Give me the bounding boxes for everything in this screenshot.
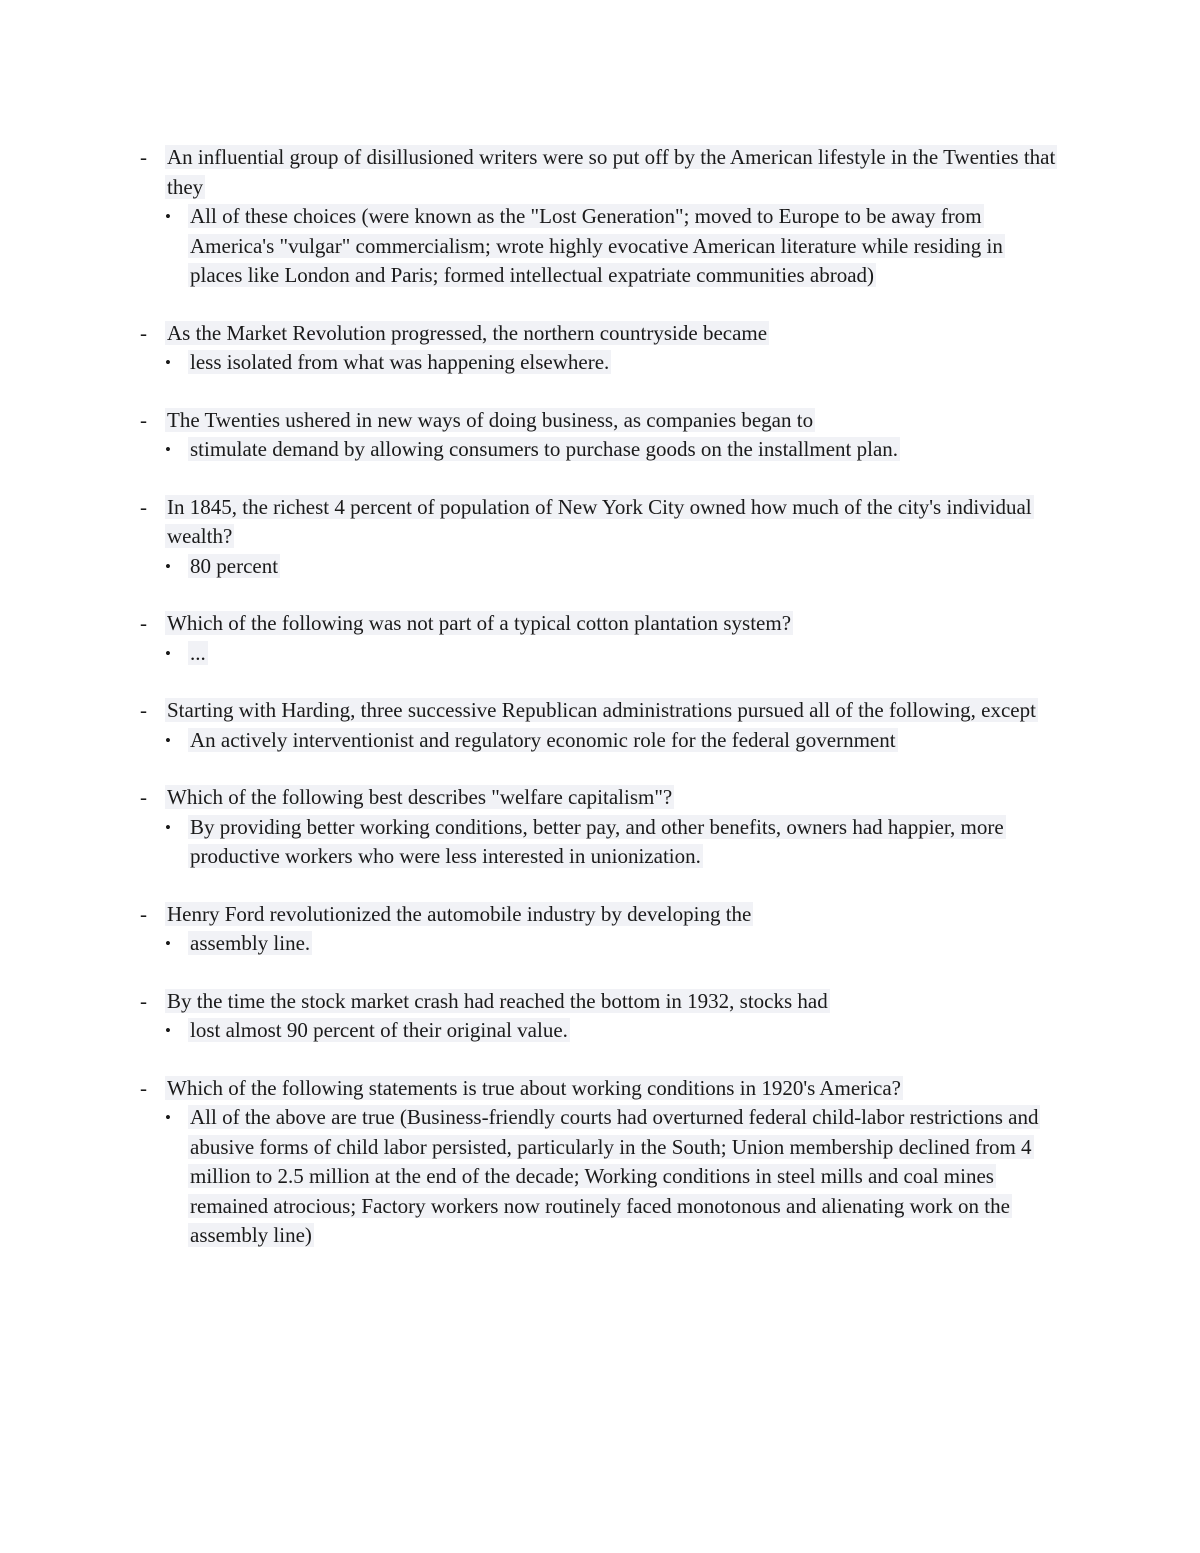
bullet-marker: • (165, 556, 171, 576)
bullet-marker: • (165, 934, 171, 953)
question-text (165, 143, 1060, 202)
answer-label: stimulate demand by allowing consumers to purchase goods on the installment plan. (190, 437, 899, 461)
question-label: Henry Ford revolutionized the automobile industry by developing the (167, 901, 752, 926)
answer-label: All of these choices (were known as the "Lost Generation"; moved to Europe to be away from America's "vulgar" commercialism; wrote highly evocative American literature while residing in places like London and Paris; formed intellectual expatriate communities abroad) (190, 204, 1003, 287)
question-label: Which of the following statements is true about working conditions in 1920's America? (167, 1075, 901, 1100)
question-label: The Twenties ushered in new ways of doing business, as companies began to (167, 407, 814, 432)
question-item (140, 406, 1060, 465)
question-label: Which of the following best describes "welfare capitalism"? (167, 785, 673, 809)
answer-label: ... (190, 640, 206, 665)
question-list (140, 143, 1060, 1279)
dash-marker: - (140, 320, 147, 345)
answer-text (165, 348, 1060, 378)
answer-label: All of the above are true (Business-friendly courts had overturned federal child-labor restrictions and abusive forms of child labor persisted, particularly in the South; Union membership declined from 4 million to 2.5 million at the end of the decade; Working conditions in steel mills and coal mines remained atrocious; Factory workers now routinely faced monotonous and alienating work on the assembly line) (190, 1105, 1039, 1247)
question-item (140, 900, 1060, 959)
question-item (140, 696, 1060, 755)
question-item (140, 493, 1060, 582)
answer-text (165, 552, 1060, 582)
question-label: Starting with Harding, three successive Republican administrations pursued all of the following, except (167, 698, 1036, 722)
bullet-marker: • (165, 207, 171, 226)
question-item (140, 987, 1060, 1046)
answer-label: 80 percent (190, 553, 279, 578)
question-item (140, 319, 1060, 378)
question-text (165, 493, 1060, 552)
bullet-marker: • (165, 1021, 171, 1040)
dash-marker: - (140, 901, 147, 926)
question-item (140, 143, 1060, 291)
question-text (165, 406, 1060, 436)
answer-label: An actively interventionist and regulatory economic role for the federal government (190, 727, 896, 752)
answer-text (165, 1016, 1060, 1046)
answer-text (165, 726, 1060, 756)
question-text (165, 900, 1060, 930)
question-label: An influential group of disillusioned writers were so put off by the American lifestyle in the Twenties that they (167, 145, 1056, 199)
dash-marker: - (140, 407, 147, 432)
question-item (140, 783, 1060, 872)
dash-marker: - (140, 494, 147, 519)
answer-text (165, 639, 1060, 669)
question-item (140, 1074, 1060, 1251)
dash-marker: - (140, 145, 147, 169)
bullet-marker: • (165, 353, 171, 372)
answer-text (165, 929, 1060, 959)
dash-marker: - (140, 698, 147, 722)
dash-marker: - (140, 785, 147, 809)
question-label: By the time the stock market crash had reached the bottom in 1932, stocks had (167, 988, 828, 1013)
bullet-marker: • (165, 730, 171, 750)
dash-marker: - (140, 611, 147, 635)
question-text (165, 319, 1060, 349)
question-text (165, 783, 1060, 813)
question-label: In 1845, the richest 4 percent of population of New York City owned how much of the city's individual wealth? (167, 494, 1032, 548)
answer-label: lost almost 90 percent of their original value. (190, 1018, 568, 1042)
bullet-marker: • (165, 1108, 171, 1127)
question-label: Which of the following was not part of a typical cotton plantation system? (167, 611, 792, 635)
answer-label: By providing better working conditions, better pay, and other benefits, owners had happier, more productive workers who were less interested in unionization. (190, 814, 1004, 868)
question-item (140, 609, 1060, 668)
answer-label: less isolated from what was happening elsewhere. (190, 350, 610, 374)
question-label: As the Market Revolution progressed, the northern countryside became (167, 320, 768, 345)
question-text (165, 987, 1060, 1017)
answer-label: assembly line. (190, 931, 311, 955)
answer-text (165, 435, 1060, 465)
question-text (165, 1074, 1060, 1104)
bullet-marker: • (165, 440, 171, 459)
answer-text (165, 202, 1060, 291)
dash-marker: - (140, 1075, 147, 1100)
answer-text (165, 1103, 1060, 1251)
question-text (165, 696, 1060, 726)
bullet-marker: • (165, 817, 171, 837)
dash-marker: - (140, 988, 147, 1013)
answer-text (165, 813, 1060, 872)
question-text (165, 609, 1060, 639)
bullet-marker: • (165, 643, 171, 663)
